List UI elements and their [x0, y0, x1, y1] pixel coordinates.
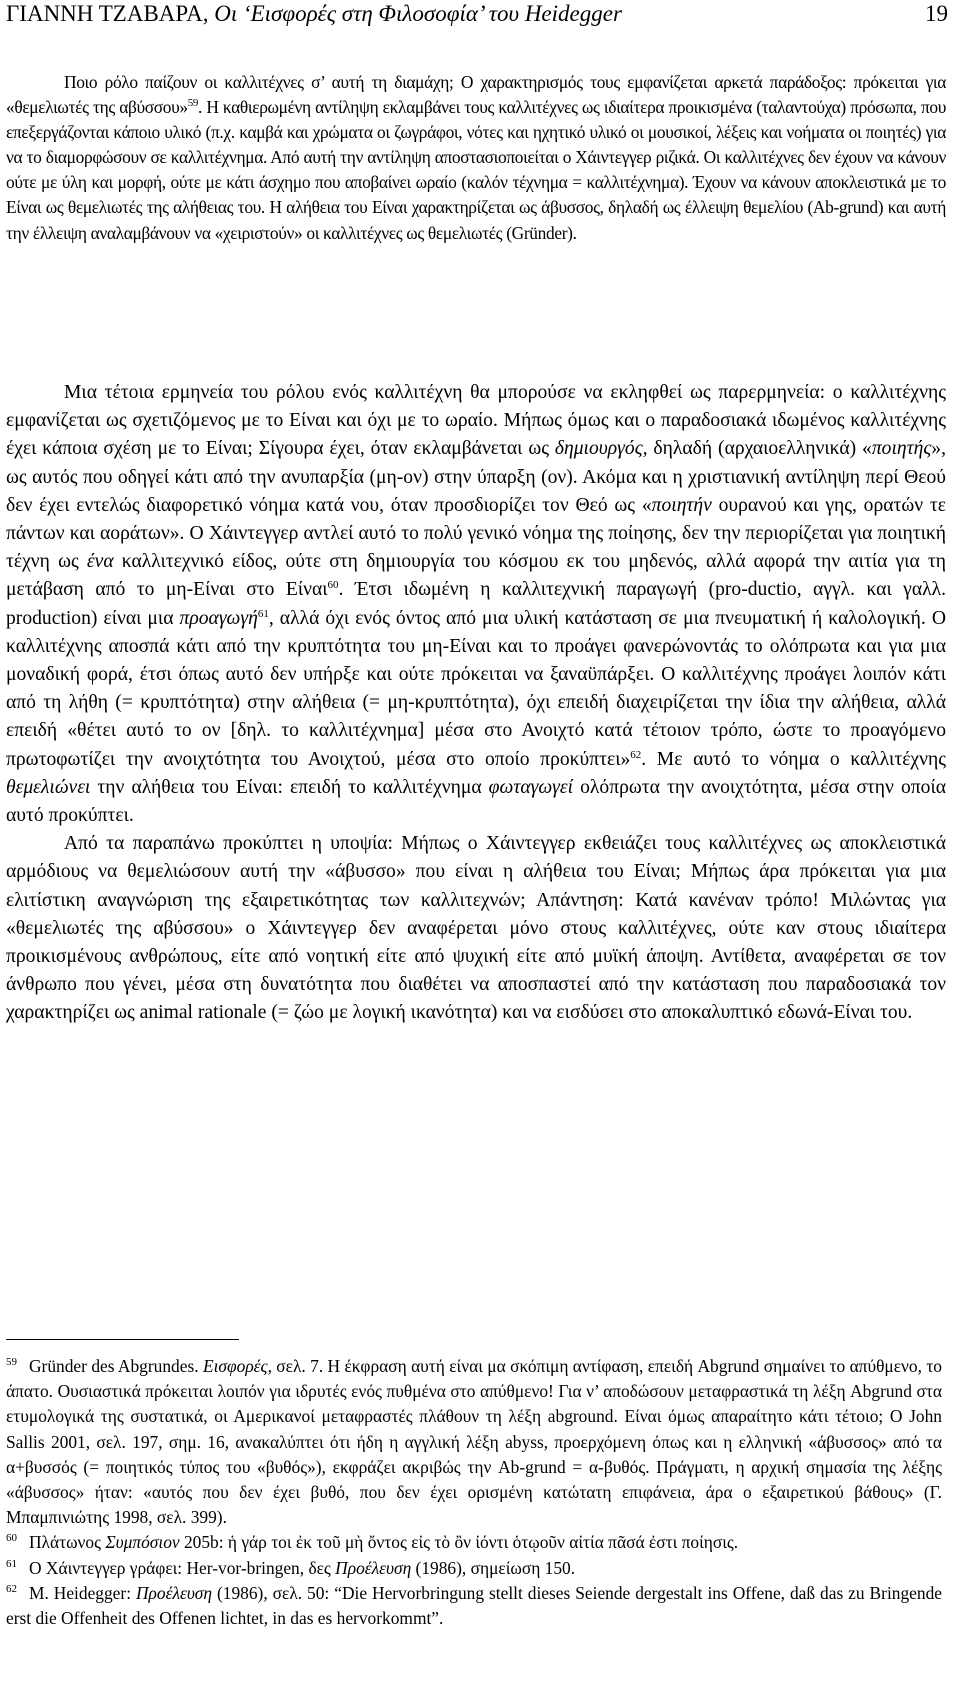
main-text-block [6, 379, 946, 1028]
footnote-ref-61[interactable]: 61 [257, 607, 269, 620]
footnote-ref-62[interactable]: 62 [630, 748, 642, 761]
running-header [6, 0, 948, 30]
footnote-62: $^{62}$ M. Heidegger: Προέλευση (1986), σελ. 50: “Die Hervorbringung stellt dieses Seiende dergestalt ins Offene, daß das zu Bringende erst die Offenheit des Offenen lichtet, in das es hervorkommt”. [6, 1582, 942, 1629]
header-author: ΓΙΑΝΝΗ ΤΖΑΒΑΡΑ, [6, 1, 209, 26]
footnote-59: $^{59}$ Gründer des Abgrundes. Εισφορές, σελ. 7. Η έκφραση αυτή είναι μα σκόπιμη αντίφαση, επειδή Abgrund σημαίνει το απύθμενο, το άπατο. Ουσιαστικά πρόκειται λοιπόν για ιδρυτές ενός πυθμένα στο απύθμενο! Για ν’ αποδώσουν μεταφραστικά τη λέξη Abgrund στα ετυμολογικά της συστατικά, οι Αμερικανοί μεταφραστές πλάθουν τη λέξη abground. Είναι όμως απαραίτητο κάτι τέτοιο; Ο John Sallis 2001, σελ. 197, σημ. 16, ανακαλύπτει ότι ήδη η αγγλική λέξη abyss, προερχόμενη όπως και η ελληνική «άβυσσος» από τα α+βυσσός (= ποιητικός τύπος του «βυθός»), εκφράζει ακριβώς την Ab-grund = α-βυθός. Πράγματι, η αρχική σημασία της λέξης «άβυσσος» ήταν: «αυτός που δεν έχει βυθό, που δεν έχει ορισμένη κατώτατη επιφάνεια, άρα ο εξαιρετικού βάθους» (Γ. Μπαμπινιώτης 1998, σελ. 399). [6, 1356, 942, 1528]
intro-block [6, 70, 946, 246]
header-title [6, 0, 622, 28]
footnote-divider [6, 1339, 239, 1340]
footnote-number: 60 [6, 1532, 17, 1545]
footnote-number: 62 [6, 1582, 17, 1595]
footnote-number: 59 [6, 1356, 17, 1368]
footnote-ref-59[interactable]: 59 [187, 97, 199, 110]
footnote-60: $^{60}$ Πλάτωνος Συμπόσιον 205b: ἡ γάρ τοι ἐκ τοῦ μὴ ὄντος εἰς τὸ ὂν ἰόντι ὁτῳοῦν αἰτία πᾶσά ἐστι ποίησις. [6, 1532, 739, 1553]
paragraph-1: Ποιο ρόλο παίζουν οι καλλιτέχνες σ’ αυτή τη διαμάχη; Ο χαρακτηρισμός τους εμφανίζεται αρκετά παράδοξος: πρόκειται για «θεμελιωτές της αβύσσου»$^{59}$. Η καθιερωμένη αντίληψη εκλαμβάνει τους καλλιτέχνες ως ιδιαίτερα προικισμένα (ταλαντούχα) πρόσωπα, που επεξεργάζονται κάποιο υλικό (π.χ. καμβά και χρώματα οι ζωγράφοι, νότες και ηχητικό υλικό οι μουσικοί, λέξεις και νοήματα οι ποιητές) για να το διαμορφώσουν σε καλλιτέχνημα. Από αυτή την αντίληψη αποστασιοποιείται ο Χάιντεγγερ ριζικά. Οι καλλιτέχνες δεν έχουν να κάνουν ούτε με ύλη και μορφή, ούτε με κάτι άσχημο που αποβαίνει ωραίο (καλόν τέχνημα = καλλιτέχνημα). Έχουν να κάνουν αποκλειστικά με το Είναι ως θεμελιωτές της αλήθειας του. Η αλήθεια του Είναι χαρακτηρίζεται ως άβυσσος, δηλαδή ως έλλειψη θεμελίου (Ab-grund) και αυτή την έλλειψη αναλαμβάνουν να «χειριστούν» οι καλλιτέχνες ως θεμελιωτές (Gründer). [6, 72, 946, 243]
page-number: 19 [925, 1, 948, 26]
footnotes [6, 1354, 942, 1631]
footnote-61: $^{61}$ Ο Χάιντεγγερ γράφει: Her-vor-bringen, δες Προέλευση (1986), σημείωση 150. [6, 1557, 576, 1578]
paragraph-2: Μια τέτοια ερμηνεία του ρόλου ενός καλλιτέχνη θα μπορούσε να εκληφθεί ως παρερμηνεία: ο καλλιτέχνης εμφανίζεται ως σχετιζόμενος με το Είναι και όχι με το ωραίο. Μήπως όμως και ο παραδοσιακά ιδωμένος καλλιτέχνης έχει κάποια σχέση με το Είναι; Σίγουρα έχει, όταν εκλαμβάνεται ως δημιουργός, δηλαδή (αρχαιοελληνικά) «ποιητής», ως αυτός που οδηγεί κάτι από την ανυπαρξία (μη-ον) στην ύπαρξη (ον). Ακόμα και η χριστιανική αντίληψη περί Θεού δεν έχει εντελώς διαφορετικό νόημα κατά νου, όταν προσδιορίζει τον Θεό ως «ποιητήν ουρανού και γης, ορατών τε πάντων και αοράτων». Ο Χάιντεγγερ αντλεί αυτό το πολύ γενικό νόημα της ποίησης, δεν την περιορίζεται για ποιητική τέχνη ως ένα καλλιτεχνικό είδος, ούτε στη δημιουργία του κόσμου εκ του μηδενός, αλλά αφορά την αιτία για τη μετάβαση από το μη-Είναι στο Είναι$^{60}$. Έτσι ιδωμένη η καλλιτεχνική παραγωγή (pro-ductio, αγγλ. και γαλλ. production) είναι μια προαγωγή$^{61}$, αλλά όχι ενός όντος από μια υλική κατάσταση σε μια πνευματική ή καλολογική. Ο καλλιτέχνης αποσπά κάτι από την κρυπτότητα του μη-Είναι και το προάγει φανερώνοντάς το ολόπρωτα και για μια μοναδική φορά, έτσι όπως αυτό δεν υπήρξε και ούτε πρόκειται να ξαναϋπάρξει. Ο καλλιτέχνης προάγει λοιπόν κάτι από τη λήθη (= κρυπτότητα) στην αλήθεια (= μη-κρυπτότητα), όχι επειδή διαχειρίζεται την ίδια την αλήθεια, αλλά επειδή «θέτει αυτό το ον [δηλ. το καλλιτέχνημα] μέσα στο Ανοιχτό κατά τέτοιον τρόπο, ώστε το προαγόμενο πρωτοφωτίζει την ανοιχτότητα του Ανοιχτού, μέσα στο οποίο προκύπτει»$^{62}$. Με αυτό το νόημα ο καλλιτέχνης θεμελιώνει την αλήθεια του Είναι: επειδή το καλλιτέχνημα φωταγωγεί ολόπρωτα την ανοιχτότητα, μέσα στην οποία αυτό προκύπτει. [6, 382, 947, 827]
paragraph-3: Από τα παραπάνω προκύπτει η υποψία: Μήπως ο Χάιντεγγερ εκθειάζει τους καλλιτέχνες ως αποκλειστικά αρμόδιους να θεμελιώσουν αυτή την «άβυσσο» που είναι η αλήθεια του Είναι; Μήπως άρα πρόκειται για μια ελιτίστικη αναγνώριση της εξαιρετικότητας των καλλιτεχνών; Απάντηση: Κατά κανέναν τρόπο! Μιλώντας για «θεμελιωτές της αβύσσου» ο Χάιντεγγερ δεν αναφέρεται μόνο στους καλλιτέχνες, ούτε καν στους ιδιαίτερα προικισμένους ανθρώπους, είτε από νοητική είτε από ψυχική είτε από μυϊκή άποψη. Αντίθετα, αναφέρεται σε τον άνθρωπο που γένει, μέσα στη δυνατότητα που διαθέτει να αποσπαστεί από την κατάσταση που παραδοσιακά τον χαρακτηρίζει ως animal rationale (= ζώο με λογική ικανότητα) και να εισδύσει στο αποκαλυπτικό εδωνά-Είναι του. [6, 833, 946, 1024]
footnote-number: 61 [6, 1557, 17, 1570]
footnote-ref-60[interactable]: 60 [327, 579, 339, 592]
header-book-title: Οι ‘Εισφορές στη Φιλοσοφία’ του Heidegger [214, 1, 622, 26]
